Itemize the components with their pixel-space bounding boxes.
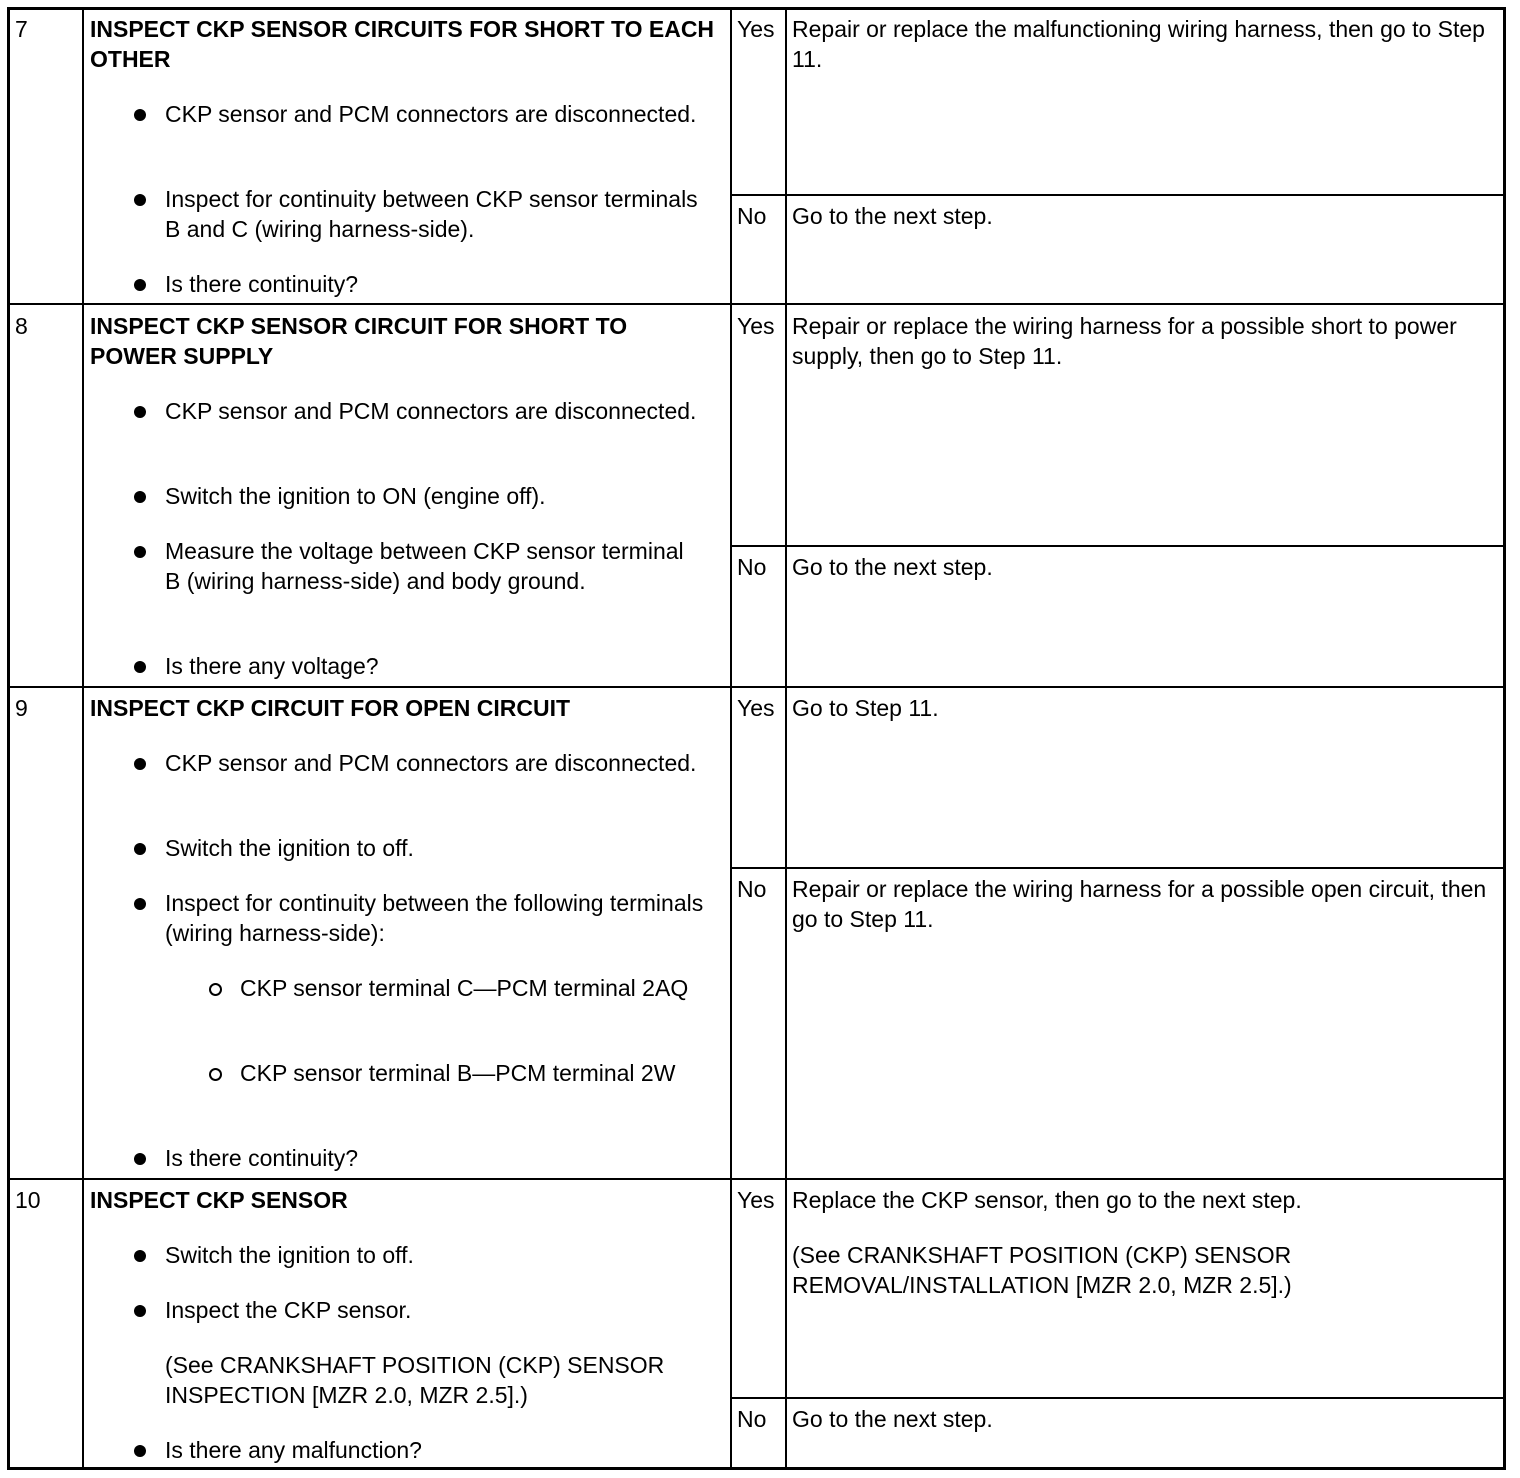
step-number: 7 [15,16,28,42]
no-action: Go to the next step. [792,1406,993,1432]
step-bullet: Is there any malfunction? [165,1435,705,1465]
yes-label: Yes [737,695,775,721]
yes-no-divider [730,194,1503,196]
yes-action: Replace the CKP sensor, then go to the next step. [792,1187,1302,1213]
no-label: No [737,1406,767,1432]
no-label: No [737,876,767,902]
yes-label: Yes [737,313,775,339]
yes-label: Yes [737,1187,775,1213]
step-note: (See CRANKSHAFT POSITION (CKP) SENSOR INSPECTION [MZR 2.0, MZR 2.5].) [165,1352,665,1408]
step-bullet: Is there any voltage? [165,651,705,681]
no-action: Go to the next step. [792,554,993,580]
step-bullet: Inspect the CKP sensor. [165,1295,705,1325]
yes-label: Yes [737,16,775,42]
step-bullet: Inspect for continuity between the following terminals (wiring harness-side): [165,890,704,946]
step-bullet: CKP sensor and PCM connectors are disconnected. [165,748,705,778]
step-bullet: Measure the voltage between CKP sensor terminal B (wiring harness-side) and body ground. [165,536,705,596]
yes-note: (See CRANKSHAFT POSITION (CKP) SENSOR REMOVAL/INSTALLATION [MZR 2.0, MZR 2.5].) [792,1242,1292,1298]
yes-action: Repair or replace the wiring harness for a possible short to power supply, then go to Step 11. [792,313,1457,369]
row-divider [10,686,1503,688]
step-bullet: CKP sensor and PCM connectors are disconnected. [165,99,705,129]
no-action: Repair or replace the wiring harness for a possible open circuit, then go to Step 11. [792,876,1487,932]
no-label: No [737,554,767,580]
yes-no-divider [730,867,1503,869]
step-bullet: Is there continuity? [165,269,705,299]
step-subbullet: CKP sensor terminal C—PCM terminal 2AQ [240,973,710,1003]
yes-no-divider [730,1397,1503,1399]
step-number: 9 [15,695,28,721]
no-action: Go to the next step. [792,203,993,229]
step-title: INSPECT CKP SENSOR CIRCUITS FOR SHORT TO EACH OTHER [90,16,715,72]
yes-no-divider [730,545,1503,547]
step-bullet: Inspect for continuity between CKP sensor terminals B and C (wiring harness-side). [165,184,705,244]
row-divider [10,1178,1503,1180]
step-bullet: CKP sensor and PCM connectors are disconnected. [165,396,705,426]
yes-action: Repair or replace the malfunctioning wiring harness, then go to Step 11. [792,16,1485,72]
step-number: 8 [15,313,28,339]
row-divider [10,303,1503,305]
column-divider [82,10,84,1467]
column-divider [785,10,787,1467]
step-number: 10 [15,1187,41,1213]
step-title: INSPECT CKP SENSOR [90,1187,348,1213]
step-title: INSPECT CKP SENSOR CIRCUIT FOR SHORT TO POWER SUPPLY [90,313,628,369]
step-bullet: Switch the ignition to off. [165,1240,705,1270]
step-title: INSPECT CKP CIRCUIT FOR OPEN CIRCUIT [90,695,571,721]
step-bullet: Switch the ignition to ON (engine off). [165,481,705,511]
no-label: No [737,203,767,229]
yes-action: Go to Step 11. [792,695,939,721]
diagnostic-table [7,7,1506,1470]
step-subbullet: CKP sensor terminal B—PCM terminal 2W [240,1058,710,1088]
step-bullet: Is there continuity? [165,1143,705,1173]
column-divider [730,10,732,1467]
step-bullet: Switch the ignition to off. [165,833,705,863]
